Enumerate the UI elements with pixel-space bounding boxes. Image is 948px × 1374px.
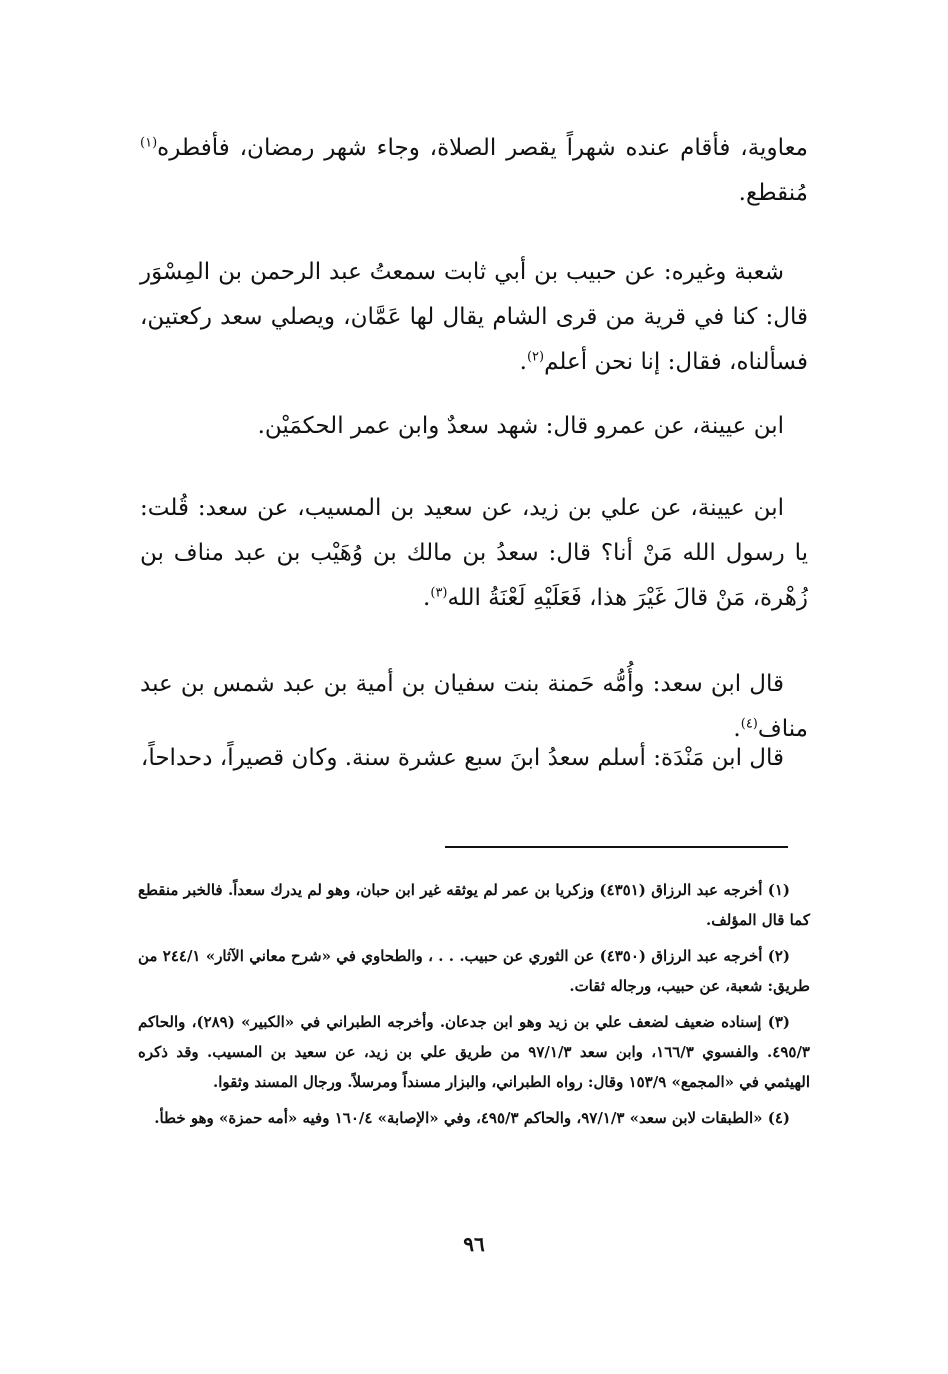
footnote-ref[interactable]: (٣) <box>430 585 448 601</box>
paragraph-text: قال ابن سعد: وأُمُّه حَمنة بنت سفيان بن أمية بن عبد شمس بن عبد مناف <box>140 671 808 742</box>
footnote-divider <box>445 846 788 848</box>
paragraph-tail: . <box>519 349 527 375</box>
paragraph-4 <box>140 486 808 621</box>
footnote-ref[interactable]: (١) <box>140 135 158 151</box>
paragraph-3 <box>140 404 808 449</box>
paragraph-text: قال ابن مَنْدَة: أسلم سعدُ ابنَ سبع عشرة سنة. وكان قصيراً، دحداحاً، <box>140 745 784 771</box>
paragraph-text: ابن عيينة، عن عمرو قال: شهد سعدٌ وابن عمر الحكمَيْن. <box>257 413 784 439</box>
footnotes <box>138 875 810 1139</box>
footnote-3: (٣) إسناده ضعيف لضعف علي بن زيد وهو ابن جدعان. وأخرجه الطبراني في «الكبير» (٢٨٩)، والحاكم ٤٩٥/٣. والفسوي ١٦٦/٣، وابن سعد ٩٧/١/٣ من طريق علي بن زيد، عن سعيد بن المسيب. وقد ذكره الهيثمي في «المجمع» ١٥٣/٩ وقال: رواه الطبراني، والبزار مسنداً ومرسلاً. ورجال المسند وثقوا. <box>138 1013 810 1091</box>
footnote-ref[interactable]: (٤) <box>740 716 758 732</box>
paragraph-tail: . <box>423 585 431 611</box>
paragraph-tail: . <box>733 716 741 742</box>
page-number: ٩٦ <box>463 1232 485 1256</box>
footnote-2: (٢) أخرجه عبد الرزاق (٤٣٥٠) عن الثوري عن حبيب. . . ، والطحاوي في «شرح معاني الآثار» ٢٤٤/١ من طريق: شعبة، عن حبيب، ورجاله ثقات. <box>138 947 810 995</box>
paragraph-2 <box>140 250 808 385</box>
paragraph-text: شعبة وغيره: عن حبيب بن أبي ثابت سمعتُ عبد الرحمن بن المِسْوَر قال: كنا في قرية من قرى الشام يقال لها عَمَّان، ويصلي سعد ركعتين، فسألناه، فقال: إنا نحن أعلم <box>140 259 808 375</box>
paragraph-6 <box>140 736 808 781</box>
footnote-ref[interactable]: (٢) <box>526 349 545 365</box>
footnote-1: (١) أخرجه عبد الرزاق (٤٣٥١) وزكريا بن عمر لم يوثقه غير ابن حبان، وهو لم يدرك سعداً. فالخبر منقطع كما قال المؤلف. <box>138 881 810 929</box>
paragraph-text: معاوية، فأقام عنده شهراً يقصر الصلاة، وجاء شهر رمضان، فأفطره <box>157 135 808 161</box>
paragraph-text: ابن عيينة، عن علي بن زيد، عن سعيد بن المسيب، عن سعد: قُلت: يا رسول الله مَنْ أنا؟ قال: سعدُ بن مالك بن وُهَيْب بن عبد مناف بن زُهْرة، مَنْ قالَ غَيْرَ هذا، فَعَلَيْهِ لَعْنَةُ الله <box>140 495 808 611</box>
footnote-4: (٤) «الطبقات لابن سعد» ٩٧/١/٣، والحاكم ٤٩٥/٣، وفي «الإصابة» ١٦٠/٤ وفيه «أمه حمزة» وهو خطأ. <box>154 1109 790 1127</box>
paragraph-tail: مُنقطع. <box>738 180 808 206</box>
paragraph-1 <box>140 126 808 216</box>
